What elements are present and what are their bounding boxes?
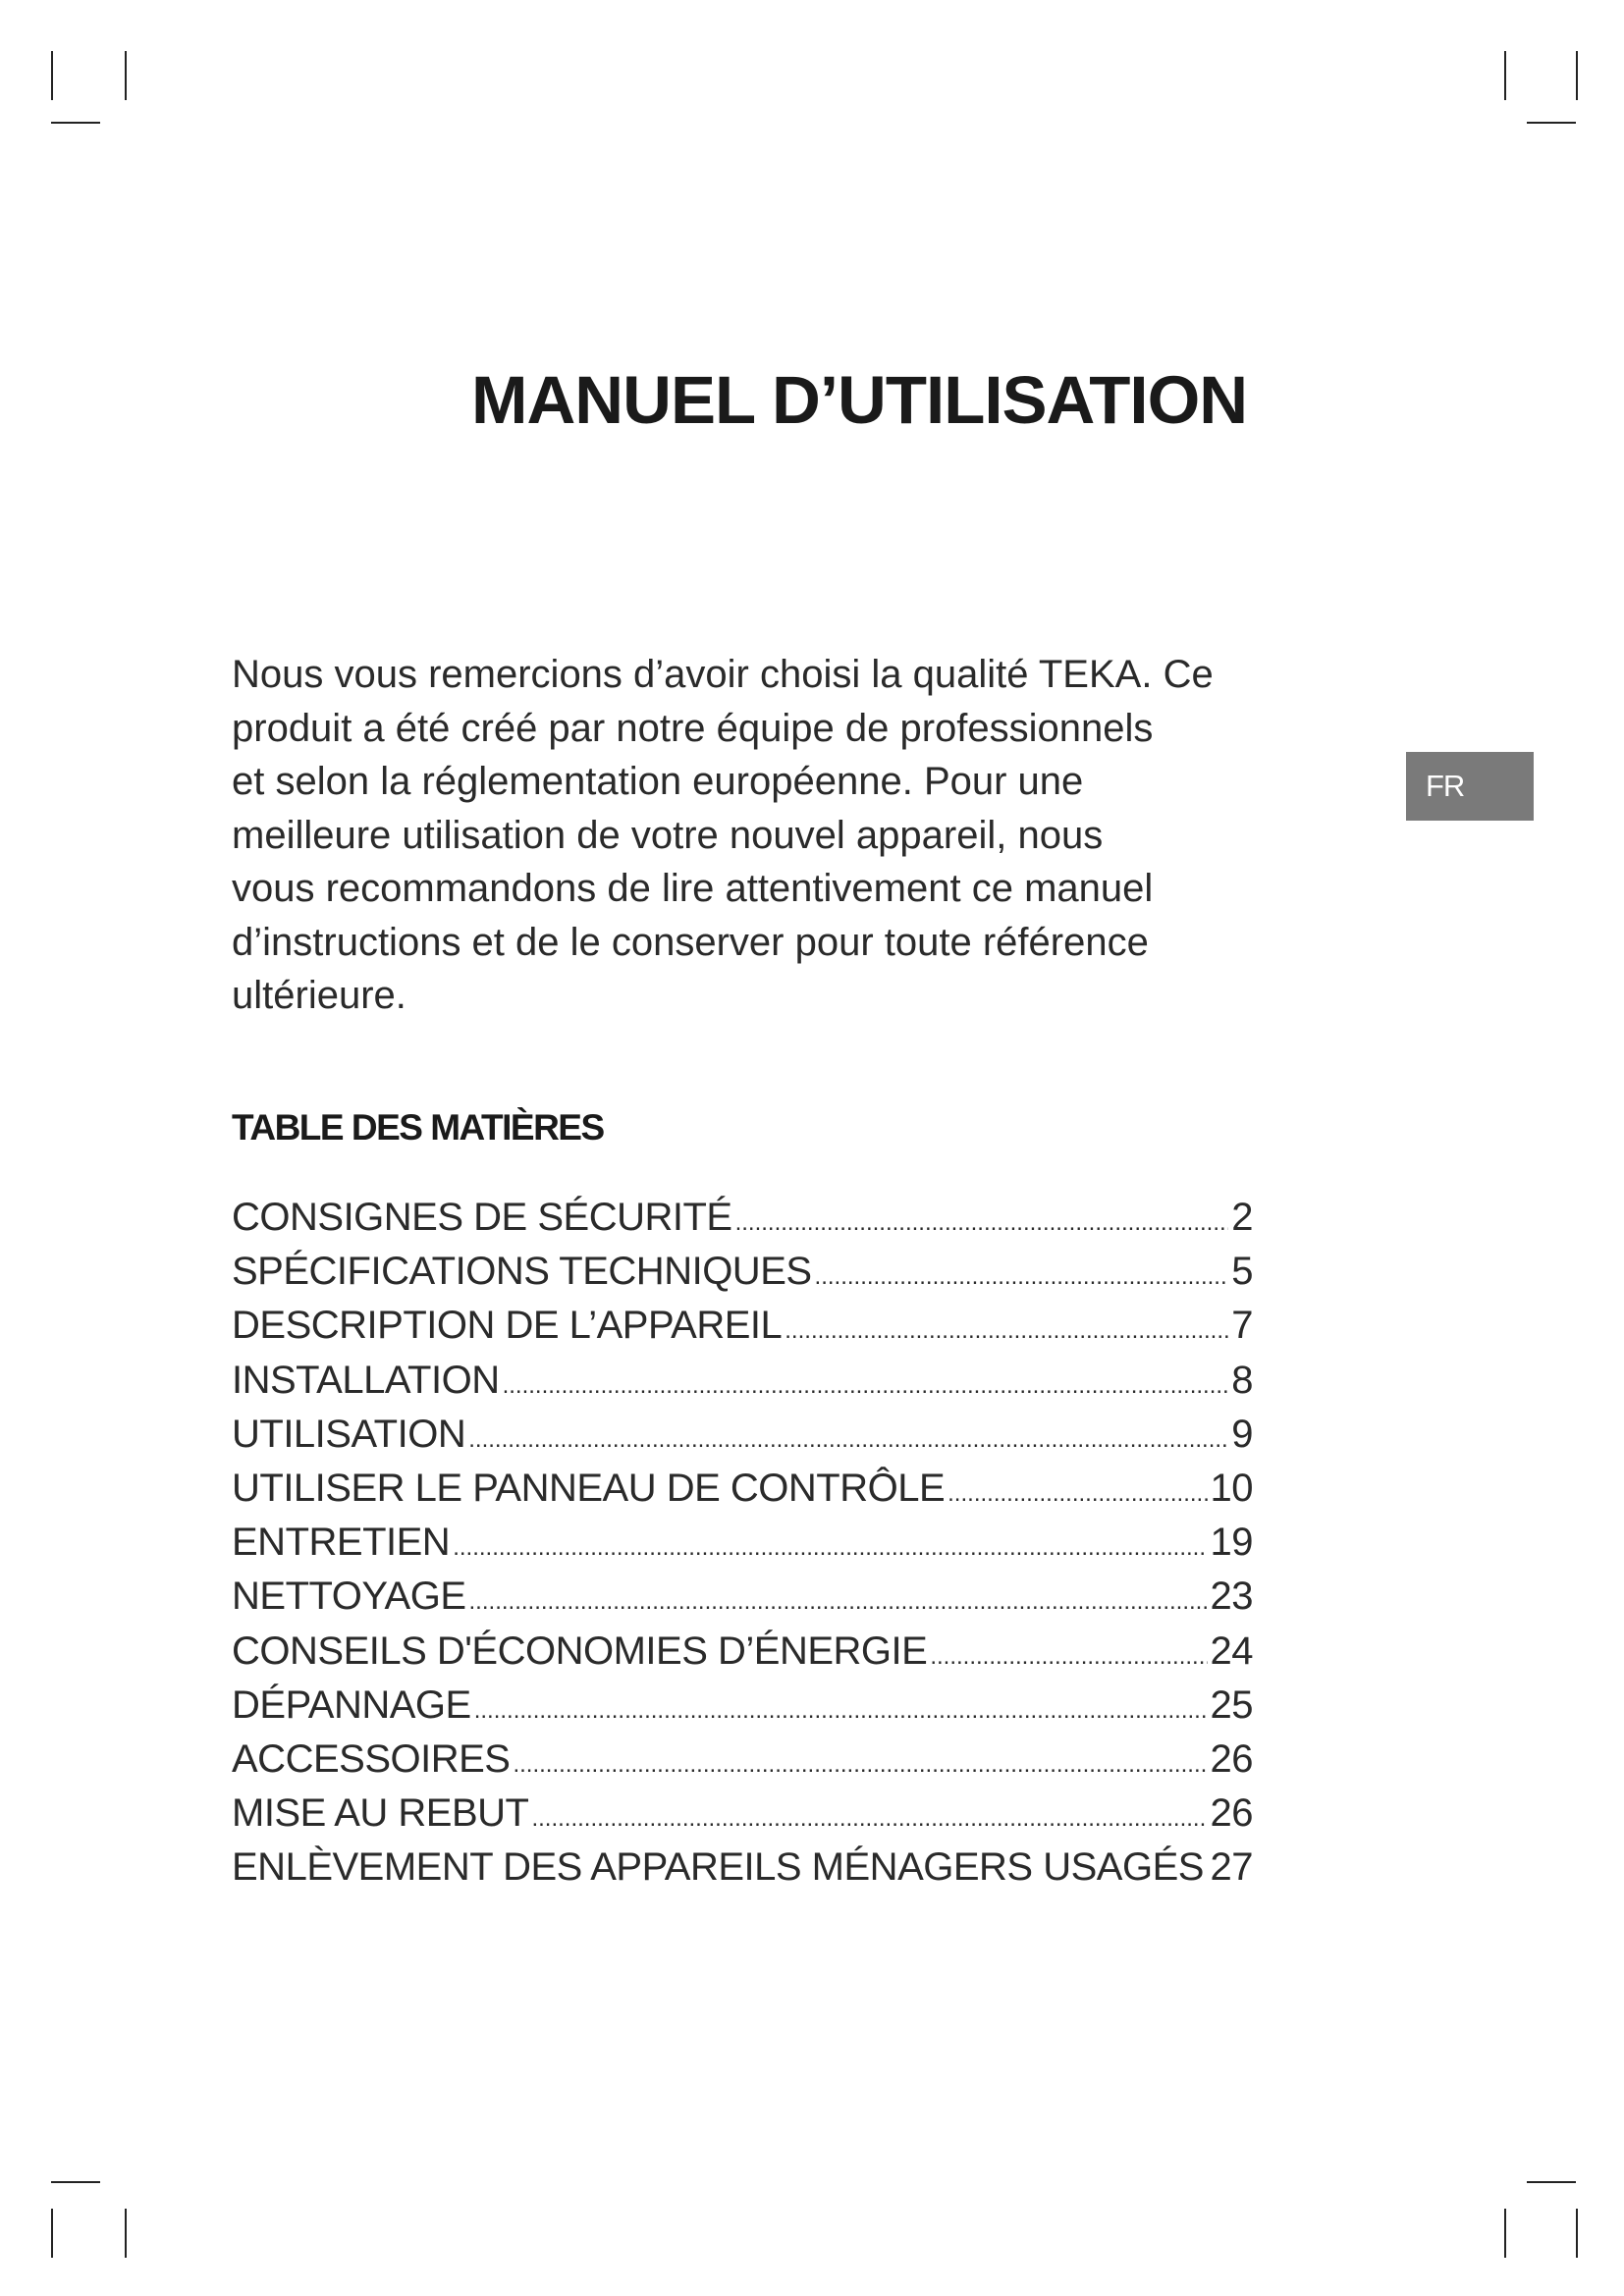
toc-entry: [232, 1196, 1253, 1250]
toc-dot-leader: [469, 1575, 1208, 1619]
crop-mark-top-right-horizontal: [1527, 122, 1576, 124]
intro-line: vous recommandons de lire attentivement ce manuel: [232, 867, 1154, 910]
toc-entry: [232, 1413, 1253, 1467]
crop-mark-top-left-outer: [51, 51, 53, 100]
crop-mark-top-left-horizontal: [51, 122, 100, 124]
crop-mark-top-right-outer: [1576, 51, 1578, 100]
table-of-contents: [232, 1196, 1253, 1899]
toc-entry-title: DESCRIPTION DE L’APPAREIL: [232, 1304, 783, 1348]
toc-dot-leader: [468, 1413, 1228, 1457]
crop-mark-top-left-inner: [125, 51, 127, 100]
crop-mark-bottom-left-horizontal: [51, 2181, 100, 2183]
toc-entry: [232, 1250, 1253, 1304]
toc-dot-leader: [503, 1359, 1229, 1403]
language-tab: FR: [1406, 752, 1534, 821]
toc-dot-leader: [930, 1629, 1207, 1674]
toc-entry-page: 24: [1210, 1629, 1253, 1673]
crop-mark-bottom-left-inner: [125, 2209, 127, 2258]
toc-dot-leader: [815, 1250, 1229, 1294]
toc-entry-title: UTILISER LE PANNEAU DE CONTRÔLE: [232, 1466, 946, 1510]
toc-entry: [232, 1359, 1253, 1413]
toc-entry-page: 7: [1231, 1304, 1253, 1348]
toc-entry: [232, 1629, 1253, 1683]
toc-dot-leader: [513, 1737, 1207, 1782]
toc-entry: [232, 1791, 1253, 1845]
toc-entry-page: 23: [1210, 1575, 1253, 1619]
toc-entry-page: 26: [1210, 1736, 1253, 1781]
toc-entry-page: 27: [1210, 1845, 1253, 1890]
toc-dot-leader: [947, 1467, 1207, 1511]
intro-line: d’instructions et de le conserver pour toute référence: [232, 920, 1149, 964]
toc-entry-title: MISE AU REBUT: [232, 1791, 529, 1836]
toc-entry-page: 8: [1231, 1358, 1253, 1402]
toc-entry: [232, 1575, 1253, 1629]
crop-mark-bottom-right-outer: [1576, 2209, 1578, 2258]
crop-mark-bottom-right-inner: [1504, 2209, 1506, 2258]
toc-dot-leader: [453, 1521, 1207, 1565]
toc-entry-title: CONSEILS D'ÉCONOMIES D’ÉNERGIE: [232, 1629, 928, 1673]
toc-entry-title: UTILISATION: [232, 1412, 466, 1456]
page-title: MANUEL D’UTILISATION: [471, 362, 1248, 438]
toc-entry: [232, 1737, 1253, 1791]
toc-dot-leader: [474, 1683, 1208, 1728]
toc-dot-leader: [531, 1791, 1207, 1836]
crop-mark-top-right-inner: [1504, 51, 1506, 100]
toc-dot-leader: [735, 1196, 1229, 1240]
toc-entry-page: 9: [1231, 1412, 1253, 1456]
toc-dot-leader: [785, 1304, 1228, 1348]
toc-entry-page: 25: [1210, 1682, 1253, 1727]
toc-entry-title: ENLÈVEMENT DES APPAREILS MÉNAGERS USAGÉS: [232, 1845, 1204, 1890]
toc-entry-title: SPÉCIFICATIONS TECHNIQUES: [232, 1250, 812, 1294]
toc-entry-title: NETTOYAGE: [232, 1575, 466, 1619]
crop-mark-bottom-left-outer: [51, 2209, 53, 2258]
intro-line: et selon la réglementation européenne. Pour une: [232, 760, 1084, 803]
toc-entry-title: CONSIGNES DE SÉCURITÉ: [232, 1196, 732, 1239]
toc-entry-page: 5: [1231, 1250, 1253, 1294]
toc-entry-title: DÉPANNAGE: [232, 1682, 471, 1727]
toc-entry-page: 19: [1210, 1521, 1253, 1565]
intro-paragraph: [232, 648, 1302, 1023]
toc-entry: [232, 1521, 1253, 1575]
toc-heading: TABLE DES MATIÈRES: [232, 1107, 604, 1148]
toc-entry-page: 2: [1231, 1196, 1253, 1239]
intro-line: produit a été créé par notre équipe de professionnels: [232, 706, 1154, 750]
intro-line: ultérieure.: [232, 974, 406, 1017]
toc-entry-page: 10: [1210, 1466, 1253, 1510]
toc-entry-title: ACCESSOIRES: [232, 1736, 511, 1781]
toc-entry-page: 26: [1210, 1791, 1253, 1836]
toc-entry: [232, 1845, 1253, 1899]
toc-entry-title: INSTALLATION: [232, 1358, 500, 1402]
toc-entry: [232, 1683, 1253, 1737]
toc-entry: [232, 1467, 1253, 1521]
crop-mark-bottom-right-horizontal: [1527, 2181, 1576, 2183]
intro-line: meilleure utilisation de votre nouvel appareil, nous: [232, 813, 1104, 857]
toc-entry-title: ENTRETIEN: [232, 1521, 451, 1565]
toc-entry: [232, 1304, 1253, 1358]
toc-dot-leader: [1207, 1845, 1208, 1890]
intro-line: Nous vous remercions d’avoir choisi la qualité TEKA. Ce: [232, 653, 1214, 696]
